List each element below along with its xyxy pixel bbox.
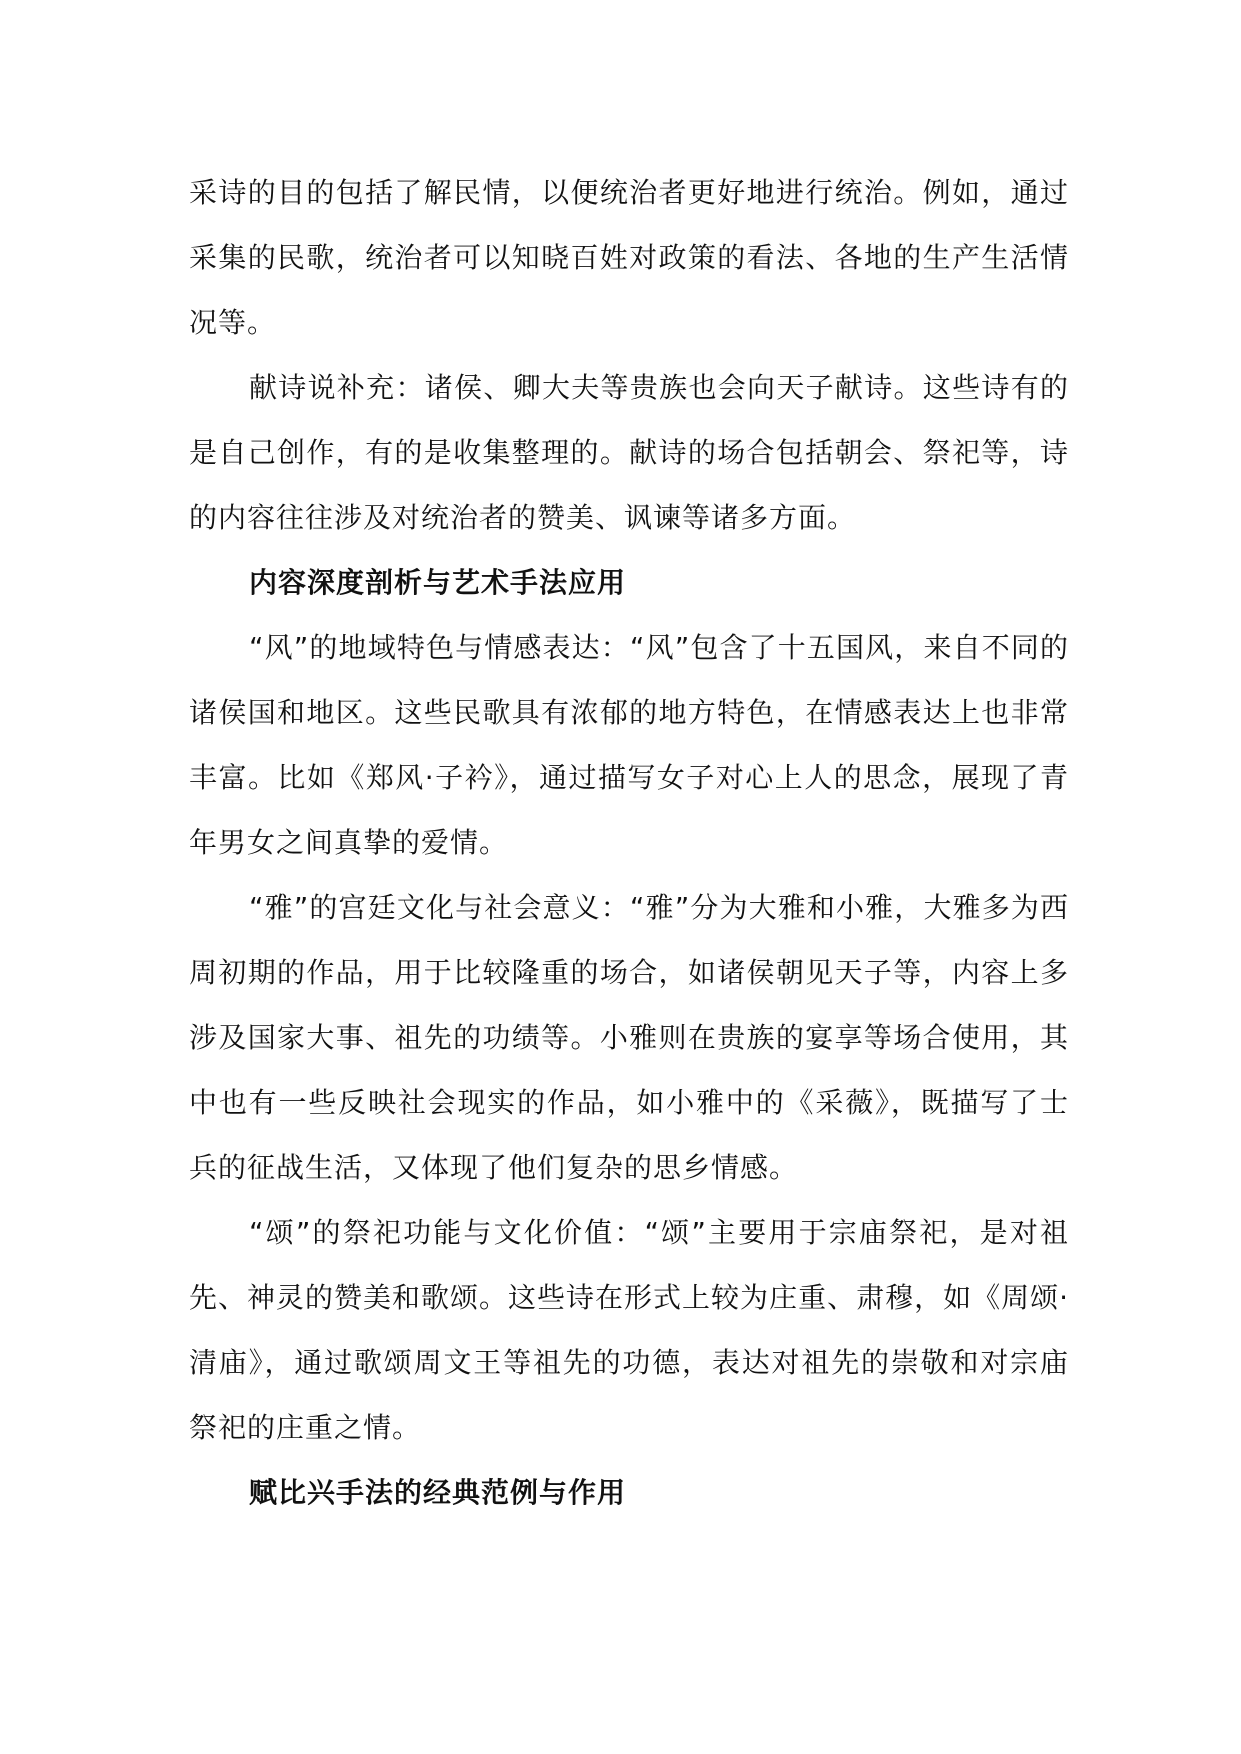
paragraph-collecting-poems-purpose: 采诗的目的包括了解民情，以便统治者更好地进行统治。例如，通过采集的民歌，统治者可以知晓百姓对政策的看法、各地的生产生活情况等。 [189,176,1069,339]
paragraph-song: “颂”的祭祀功能与文化价值：“颂”主要用于宗庙祭祀，是对祖先、神灵的赞美和歌颂。这些诗在形式上较为庄重、肃穆，如《周颂·清庙》，通过歌颂周文王等祖先的功德，表达对祖先的崇敬和对宗庙祭祀的庄重之情。 [189,1216,1069,1444]
document-body [189,160,1069,1525]
section-heading-fu-bi-xing: 赋比兴手法的经典范例与作用 [249,1476,627,1509]
paragraph-feng: “风”的地域特色与情感表达：“风”包含了十五国风，来自不同的诸侯国和地区。这些民歌具有浓郁的地方特色，在情感表达上也非常丰富。比如《郑风·子衿》，通过描写女子对心上人的思念，展现了青年男女之间真挚的爱情。 [189,631,1069,859]
paragraph-presenting-poems: 献诗说补充：诸侯、卿大夫等贵族也会向天子献诗。这些诗有的是自己创作，有的是收集整理的。献诗的场合包括朝会、祭祀等，诗的内容往往涉及对统治者的赞美、讽谏等诸多方面。 [189,371,1069,534]
section-heading-content-analysis: 内容深度剖析与艺术手法应用 [249,566,627,599]
paragraph-ya: “雅”的宫廷文化与社会意义：“雅”分为大雅和小雅，大雅多为西周初期的作品，用于比较隆重的场合，如诸侯朝见天子等，内容上多涉及国家大事、祖先的功绩等。小雅则在贵族的宴享等场合使用，其中也有一些反映社会现实的作品，如小雅中的《采薇》，既描写了士兵的征战生活，又体现了他们复杂的思乡情感。 [189,891,1069,1184]
